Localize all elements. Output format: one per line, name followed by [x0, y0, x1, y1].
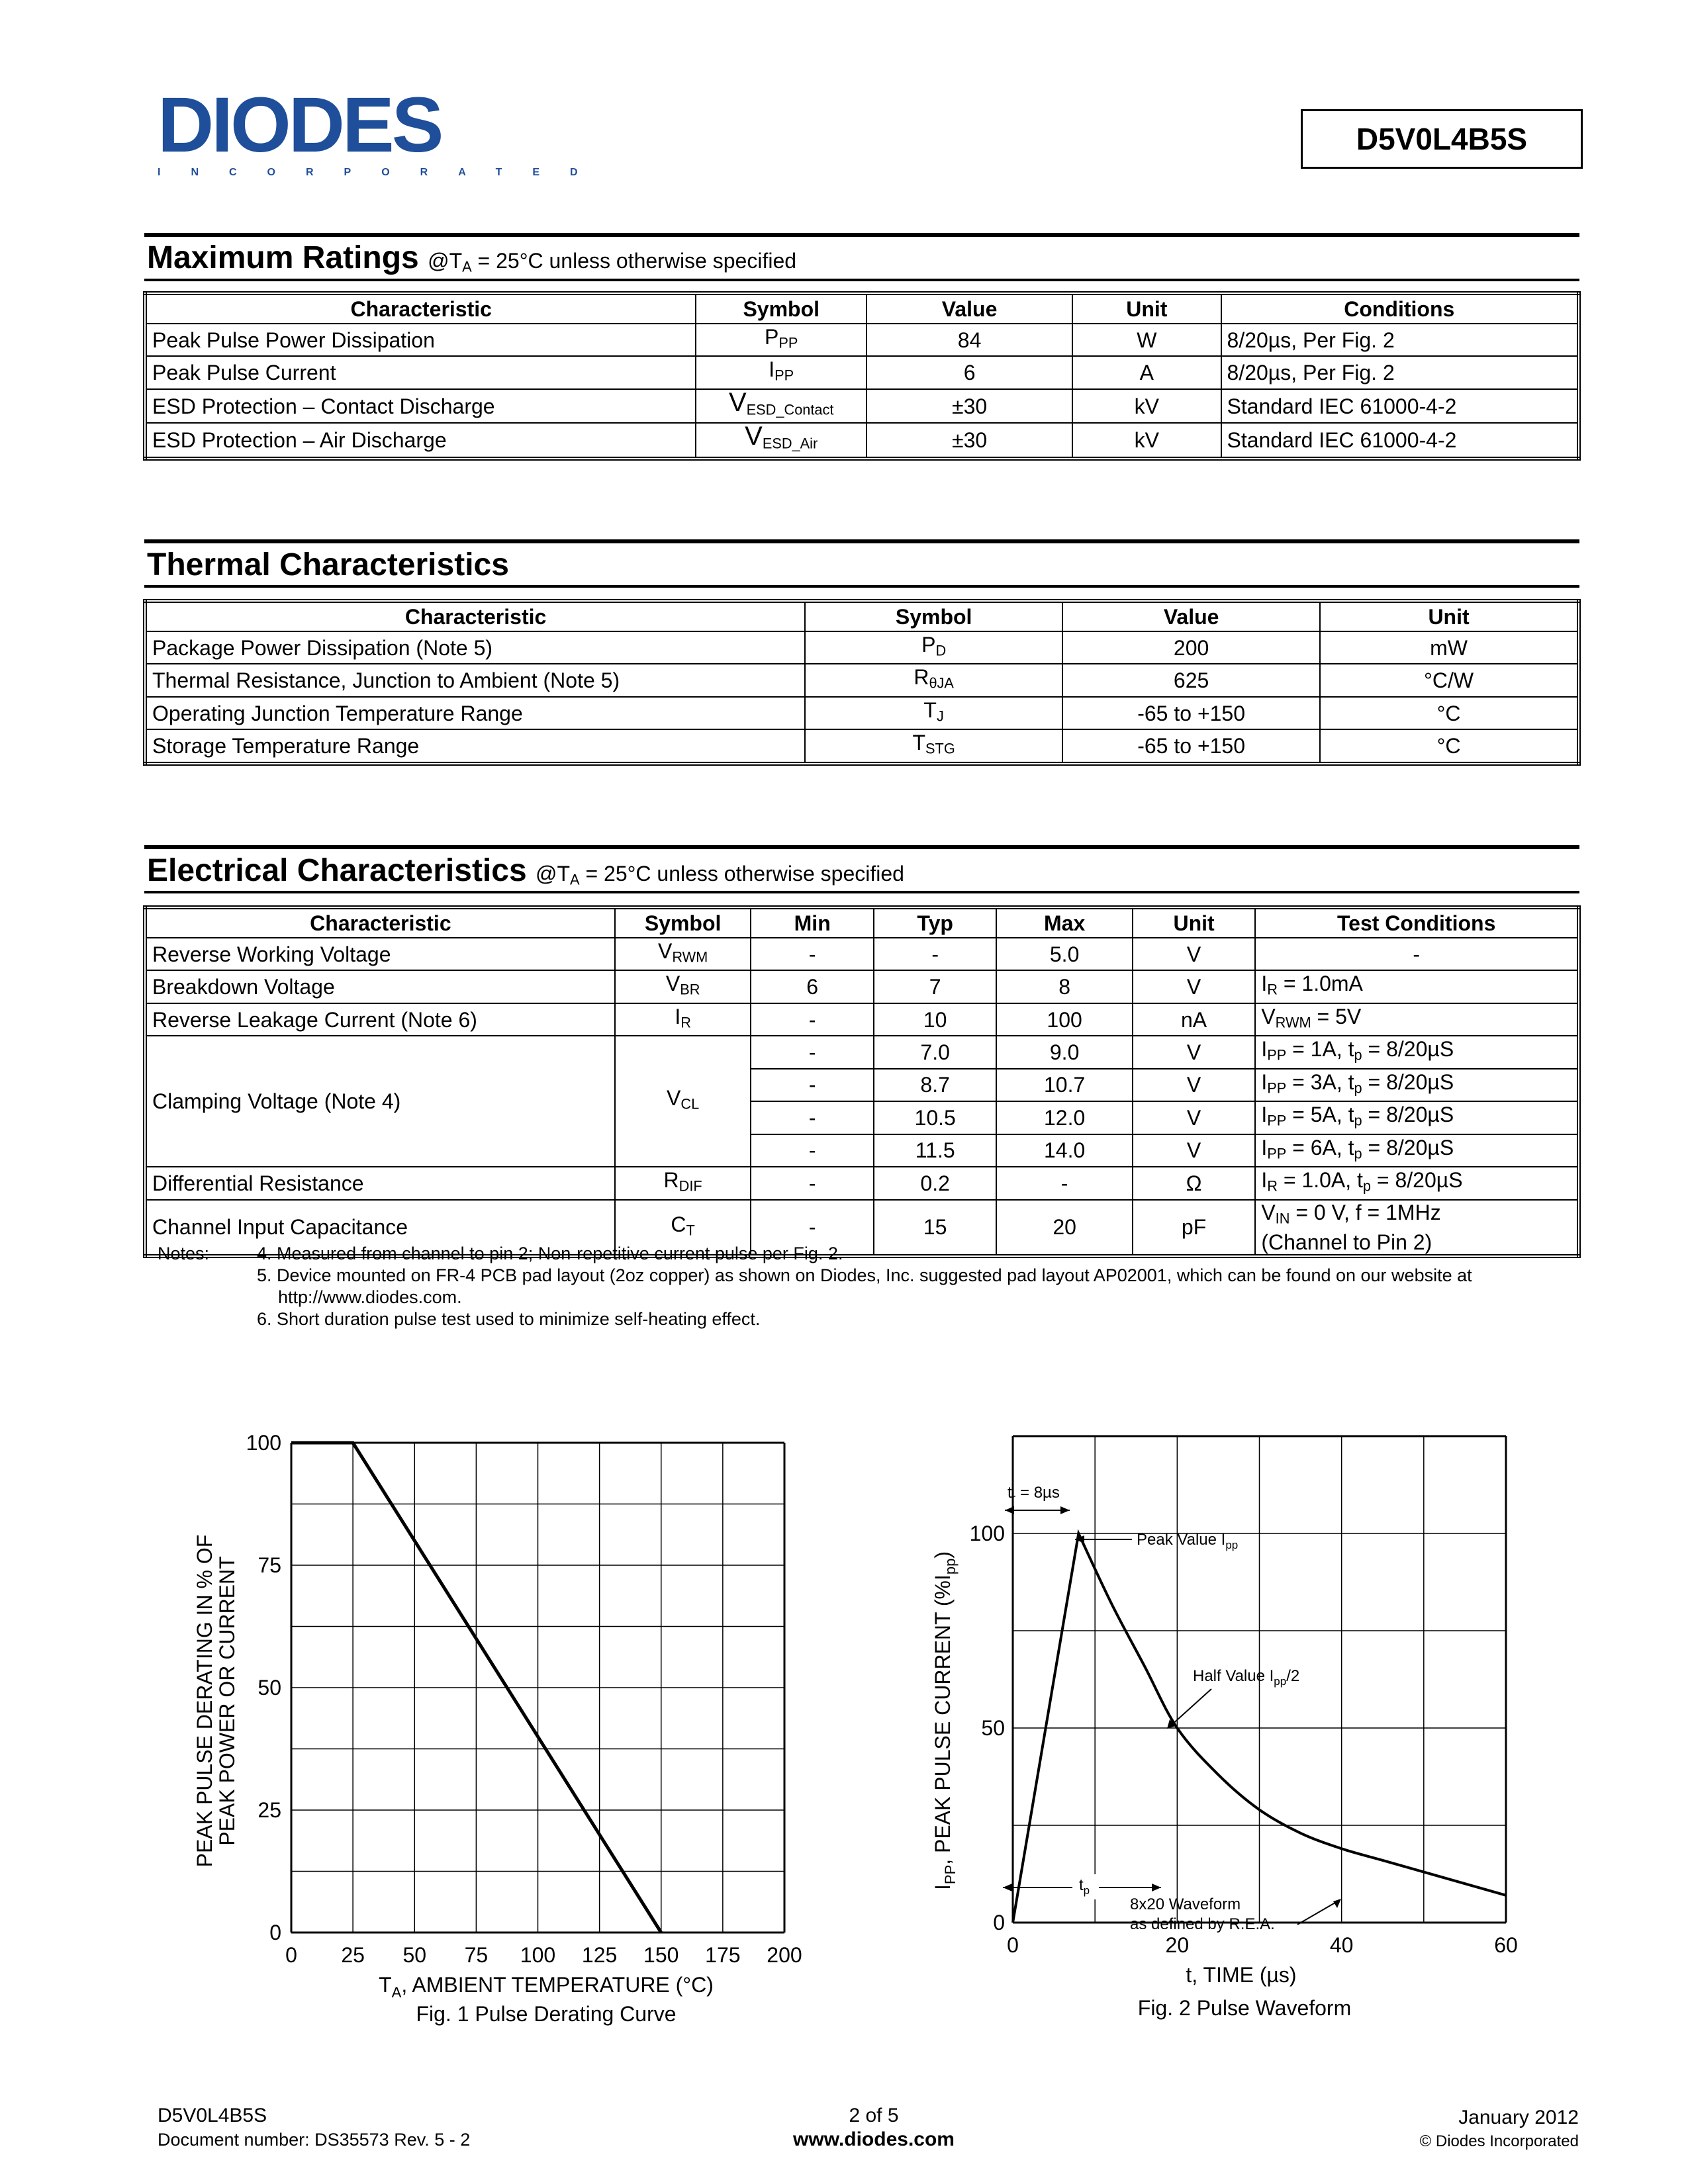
section-rule-bottom [144, 585, 1579, 588]
column-header: Unit [1320, 601, 1579, 631]
note-item: 4. Measured from channel to pin 2; Non-repetitive current pulse per Fig. 2. [257, 1244, 843, 1263]
max-ratings-heading [147, 240, 796, 276]
table-row: ESD Protection – Air Discharge $V_{ESD\_Air}$ ±30 kV Standard IEC 61000-4-2 [145, 423, 1579, 458]
table-row: ESD Protection – Contact Discharge $V_{ESD\_Contact}$ ±30 kV Standard IEC 61000-4-2 [145, 389, 1579, 423]
table-row: - 10.5 12.0 V $I_{PP} = 5A$, $t_p = 8/20\mu S$ [145, 1101, 1579, 1134]
table-row: Storage Temperature Range $T_{STG}$ -65 to +150 °C [145, 729, 1579, 763]
part-number-box: D5V0L4B5S [1301, 109, 1583, 169]
logo-subtitle: INCORPORATED [158, 167, 608, 178]
pulse-width-annotation: $t_p$ [1079, 1876, 1090, 1897]
table-row: Operating Junction Temperature Range $T_J$ -65 to +150 °C [145, 697, 1579, 729]
x-tick-label: 0 [285, 1943, 297, 1967]
y-tick-label: 50 [981, 1716, 1005, 1740]
table-row: Channel Input Capacitance $C_T$ - 15 20 pF $V_{IN} = 0$ V, f = 1MHz (Channel to Pin 2) [145, 1200, 1579, 1256]
electrical-table [143, 905, 1581, 1258]
footer-doc-number: Document number: DS35573 Rev. 5 - 2 [158, 2130, 471, 2150]
x-tick-label: 20 [1165, 1933, 1190, 1957]
column-header: Test Conditions [1255, 907, 1579, 938]
x-tick-label: 40 [1329, 1933, 1354, 1957]
half-leader-line [1170, 1689, 1211, 1726]
table-row: Differential Resistance $R_{DIF}$ - 0.2 - Ω $I_R = 1.0A$, $t_p = 8/20\mu S$ [145, 1167, 1579, 1199]
table-row: Package Power Dissipation (Note 5) $P_D$ 200 mW [145, 631, 1579, 664]
table-row: Clamping Voltage (Note 4) $V_{CL}$ - 7.0 9.0 V $I_{PP} = 1A$, $t_p = 8/20\mu S$ [145, 1036, 1579, 1068]
electrical-heading [147, 852, 904, 889]
section-condition: $@T_A = 25^\circ C$ unless otherwise specified [536, 862, 904, 888]
fig2-caption: Fig. 2 Pulse Waveform [1137, 1996, 1352, 2020]
note-item: 5. Device mounted on FR-4 PCB pad layout (2oz copper) as shown on Diodes, Inc. suggested pad layout AP02001, which can be found on our website at [257, 1265, 1472, 1285]
y-tick-label: 100 [969, 1522, 1005, 1545]
column-header: Conditions [1221, 293, 1579, 324]
thermal-heading: Thermal Characteristics [147, 547, 509, 582]
table-row: Peak Pulse Current $I_{PP}$ 6 A 8/20µs, Per Fig. 2 [145, 356, 1579, 388]
column-header: Symbol [696, 293, 867, 324]
note-item: 6. Short duration pulse test used to minimize self-heating effect. [257, 1309, 761, 1329]
section-rule-bottom [144, 891, 1579, 893]
x-tick-label: 50 [402, 1943, 427, 1967]
y-tick-labels [970, 1522, 1005, 1934]
table-row: Thermal Resistance, Junction to Ambient (Note 5) $R_{\theta JA}$ 625 °C/W [145, 664, 1579, 696]
waveform-leader-line [1297, 1901, 1338, 1925]
y-tick-label: 75 [258, 1553, 281, 1577]
column-header: Value [1062, 601, 1320, 631]
table-row: Reverse Working Voltage $V_{RWM}$ - - 5.0 V - [145, 938, 1579, 970]
y-axis-label-line1: PEAK PULSE DERATING IN % OF [193, 1534, 216, 1868]
column-header: Typ [874, 907, 997, 938]
x-tick-labels [1007, 1933, 1518, 1957]
column-header: Symbol [805, 601, 1062, 631]
column-header: Characteristic [145, 293, 696, 324]
waveform-annotation-line2: as defined by R.E.A. [1130, 1915, 1275, 1933]
y-tick-label: 50 [258, 1676, 281, 1700]
note-item: http://www.diodes.com. [278, 1287, 462, 1307]
table-row: Reverse Leakage Current (Note 6) $I_R$ - 10 100 nA $V_{RWM} = 5V$ [145, 1003, 1579, 1036]
x-axis-label: $T_A$, AMBIENT TEMPERATURE (°C) [379, 1973, 714, 2001]
footer-date: January 2012 [1458, 2107, 1579, 2128]
notes-list [257, 1243, 1688, 1330]
section-title-text: Electrical Characteristics [147, 853, 527, 888]
table-header-row [145, 601, 1579, 631]
max-ratings-table [143, 291, 1581, 461]
x-tick-label: 100 [520, 1943, 556, 1967]
column-header: Unit [1072, 293, 1221, 324]
table-row: Breakdown Voltage $V_{BR}$ 6 7 8 V $I_R = 1.0mA$ [145, 970, 1579, 1003]
y-tick-label: 0 [993, 1911, 1005, 1934]
column-header: Characteristic [145, 907, 615, 938]
section-rule-top [144, 233, 1579, 237]
diodes-logo [158, 81, 608, 178]
x-tick-labels [285, 1943, 802, 1967]
peak-value-annotation: Peak Value $I_{pp}$ [1137, 1531, 1239, 1551]
section-title-text: Maximum Ratings [147, 240, 419, 275]
column-header: Characteristic [145, 601, 805, 631]
table-header-row [145, 907, 1579, 938]
y-tick-labels [246, 1431, 281, 1944]
arrowhead [1333, 1899, 1341, 1908]
y-axis-label-line2: PEAK POWER OR CURRENT [215, 1556, 239, 1846]
column-header: Value [867, 293, 1072, 324]
footer-part-number: D5V0L4B5S [158, 2105, 267, 2126]
footer-page-number: 2 of 5 [849, 2105, 899, 2126]
x-tick-label: 25 [341, 1943, 365, 1967]
half-value-annotation: Half Value $I_{pp}/2$ [1193, 1667, 1300, 1688]
logo-wordmark: DIODES [158, 81, 442, 169]
table-row: - 8.7 10.7 V $I_{PP} = 3A$, $t_p = 8/20\mu S$ [145, 1069, 1579, 1101]
section-rule-top [144, 845, 1579, 849]
y-tick-label: 100 [246, 1431, 281, 1455]
y-tick-label: 0 [269, 1921, 281, 1944]
x-tick-label: 125 [581, 1943, 618, 1967]
table-header-row [145, 293, 1579, 324]
column-header: Symbol [615, 907, 751, 938]
waveform-annotation-line1: 8x20 Waveform [1130, 1895, 1241, 1913]
column-header: Max [996, 907, 1132, 938]
table-row: - 11.5 14.0 V $I_{PP} = 6A$, $t_p = 8/20\mu S$ [145, 1134, 1579, 1167]
x-tick-label: 150 [643, 1943, 679, 1967]
x-tick-label: 200 [767, 1943, 802, 1967]
x-tick-label: 60 [1494, 1933, 1518, 1957]
thermal-table [143, 599, 1581, 766]
section-condition: $@T_A = 25^\circ C$ unless otherwise specified [428, 249, 797, 275]
x-axis-label: t, TIME (µs) [1186, 1963, 1297, 1987]
chart-grid [291, 1443, 784, 1933]
x-tick-label: 75 [464, 1943, 489, 1967]
y-tick-label: 25 [258, 1798, 281, 1822]
x-tick-label: 0 [1007, 1933, 1019, 1957]
section-rule-bottom [144, 279, 1579, 281]
column-header: Unit [1133, 907, 1256, 938]
column-header: Min [751, 907, 873, 938]
footer-copyright: © Diodes Incorporated [1419, 2132, 1579, 2150]
table-row: Peak Pulse Power Dissipation $P_{PP}$ 84 W 8/20µs, Per Fig. 2 [145, 324, 1579, 356]
x-tick-label: 175 [705, 1943, 741, 1967]
footer-url-link[interactable]: www.diodes.com [793, 2128, 955, 2150]
notes-label: Notes: [158, 1244, 210, 1263]
fig1-caption: Fig. 1 Pulse Derating Curve [416, 2002, 677, 2026]
rise-time-annotation: $t_r = 8\mu s$ [1008, 1484, 1060, 1504]
fig2-waveform-chart [914, 1416, 1575, 2012]
fig1-derating-chart [185, 1423, 847, 2019]
y-axis-label: $I_{PP}$, PEAK PULSE CURRENT $(\%I_{pp})$ [931, 1551, 959, 1891]
section-rule-top [144, 539, 1579, 543]
